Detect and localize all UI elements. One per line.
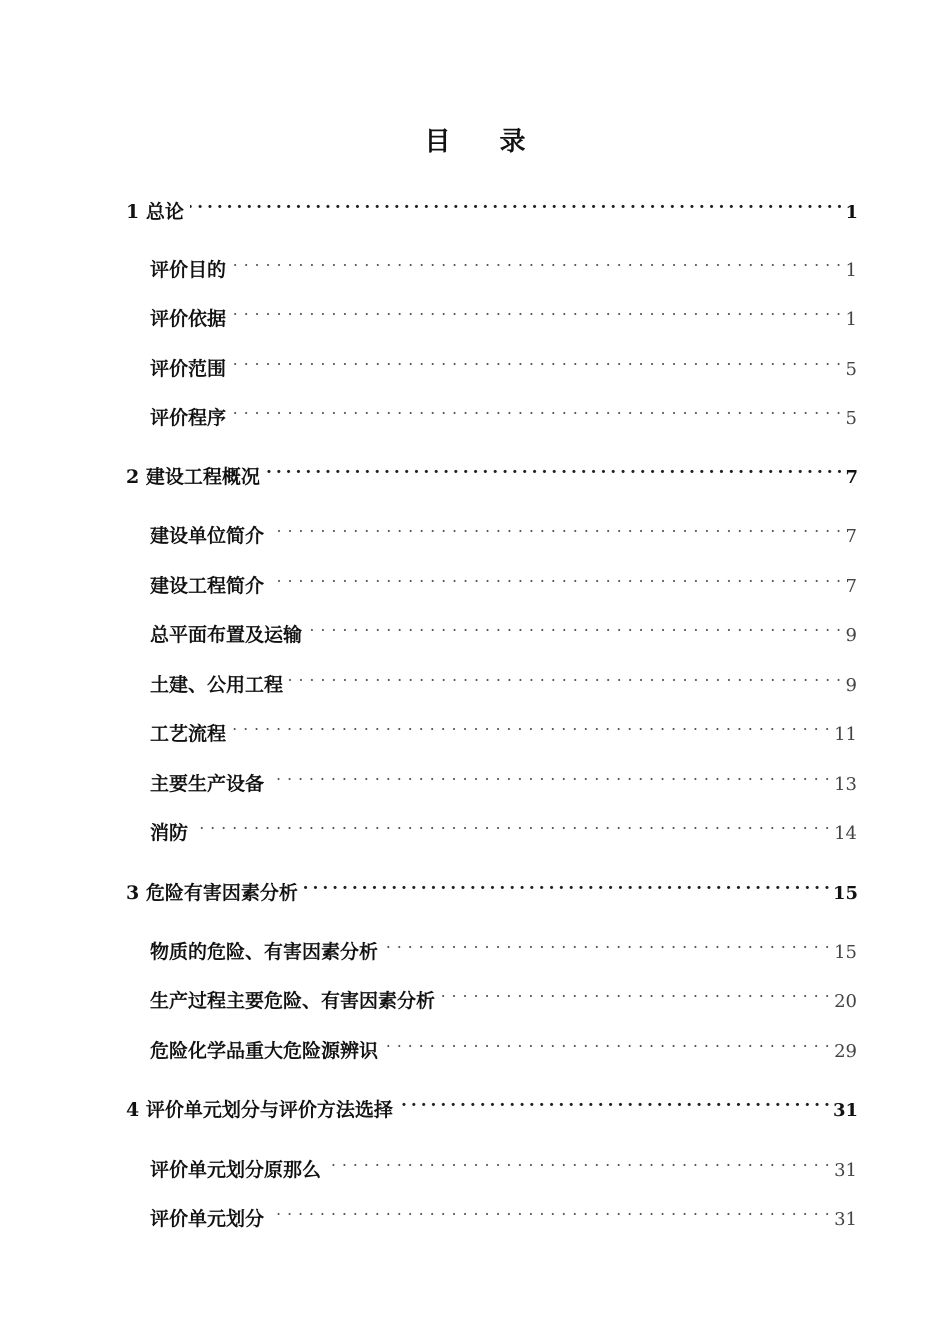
toc-entry-section[interactable] xyxy=(150,809,857,844)
toc-entry-chapter[interactable] xyxy=(126,1086,858,1121)
toc-entry-label: 评价范围 xyxy=(150,358,227,380)
toc-entry-chapter[interactable] xyxy=(126,869,858,904)
toc-entry-section[interactable] xyxy=(150,295,857,330)
toc-page-number: 11 xyxy=(834,724,857,745)
toc-entry-section[interactable] xyxy=(150,710,857,745)
toc-page-number: 31 xyxy=(834,1160,857,1181)
toc-page-number: 9 xyxy=(845,625,857,646)
toc-entry-chapter[interactable] xyxy=(126,188,858,223)
toc-entry-section[interactable] xyxy=(150,562,857,597)
toc-entry-label: 物质的危险、有害因素分析 xyxy=(150,941,379,963)
toc-entry-label: 评价目的 xyxy=(150,259,227,281)
toc-page-number: 15 xyxy=(832,883,858,904)
toc-page-number: 1 xyxy=(845,202,858,223)
dot-leader xyxy=(270,1195,830,1225)
toc-entry-section[interactable] xyxy=(150,345,857,380)
dot-leader xyxy=(194,809,830,839)
toc-entry-section[interactable] xyxy=(150,661,857,696)
toc-page-number: 31 xyxy=(832,1100,858,1121)
toc-page-number: 5 xyxy=(845,359,857,380)
dot-leader xyxy=(441,977,830,1007)
toc-entry-label: 土建、公用工程 xyxy=(150,674,284,696)
toc-entry-chapter[interactable] xyxy=(126,453,858,488)
toc-entry-section[interactable] xyxy=(150,1195,857,1230)
toc-page-number: 15 xyxy=(834,942,857,963)
dot-leader xyxy=(232,710,830,740)
toc-entry-section[interactable] xyxy=(150,512,857,547)
toc-title: 目 录 xyxy=(424,127,546,157)
toc-entry-label: 消防 xyxy=(150,822,189,844)
toc-page-number: 7 xyxy=(845,526,857,547)
toc-entry-label: 工艺流程 xyxy=(150,723,227,745)
toc-entry-label: 危险化学品重大危险源辨识 xyxy=(150,1040,379,1062)
dot-leader xyxy=(289,661,842,691)
toc-entry-label: 主要生产设备 xyxy=(150,773,265,795)
toc-page-number: 29 xyxy=(834,1041,857,1062)
toc-entry-section[interactable] xyxy=(150,611,857,646)
toc-entry-label: 3 危险有害因素分析 xyxy=(126,882,298,904)
toc-entry-section[interactable] xyxy=(150,1027,857,1062)
toc-page-number: 1 xyxy=(845,309,857,330)
dot-leader xyxy=(327,1146,830,1176)
dot-leader xyxy=(270,512,842,542)
dot-leader xyxy=(384,1027,830,1057)
dot-leader xyxy=(270,760,830,790)
dot-leader xyxy=(384,928,830,958)
toc-page-number: 31 xyxy=(834,1209,857,1230)
toc-page-number: 5 xyxy=(845,408,857,429)
toc-page-number: 20 xyxy=(834,991,857,1012)
toc-entry-label: 评价依据 xyxy=(150,308,227,330)
toc-entry-label: 建设工程简介 xyxy=(150,575,265,597)
toc-entry-section[interactable] xyxy=(150,977,857,1012)
dot-leader xyxy=(232,246,842,276)
toc-page-number: 13 xyxy=(834,774,857,795)
toc-entry-label: 生产过程主要危险、有害因素分析 xyxy=(150,990,436,1012)
toc-entry-section[interactable] xyxy=(150,760,857,795)
toc-entry-label: 评价单元划分原那么 xyxy=(150,1159,322,1181)
dot-leader xyxy=(232,345,842,375)
dot-leader xyxy=(232,394,842,424)
toc-entry-label: 评价单元划分 xyxy=(150,1208,265,1230)
toc-entry-label: 评价程序 xyxy=(150,407,227,429)
dot-leader xyxy=(270,562,842,592)
toc-page-number: 7 xyxy=(845,467,858,488)
dot-leader xyxy=(308,611,842,641)
toc-entry-label: 1 总论 xyxy=(126,201,184,223)
dot-leader xyxy=(399,1086,829,1116)
toc-entry-section[interactable] xyxy=(150,246,857,281)
toc-page-number: 1 xyxy=(845,260,857,281)
toc-page-number: 14 xyxy=(834,823,857,844)
toc-entry-label: 4 评价单元划分与评价方法选择 xyxy=(126,1099,393,1121)
toc-entry-label: 2 建设工程概况 xyxy=(126,466,260,488)
dot-leader xyxy=(304,869,829,899)
toc-entry-section[interactable] xyxy=(150,928,857,963)
toc-entry-label: 总平面布置及运输 xyxy=(150,624,303,646)
toc-entry-section[interactable] xyxy=(150,394,857,429)
toc-page-number: 7 xyxy=(845,576,857,597)
dot-leader xyxy=(266,453,842,483)
toc-entry-label: 建设单位简介 xyxy=(150,525,265,547)
dot-leader xyxy=(190,188,842,218)
dot-leader xyxy=(232,295,842,325)
toc-page-number: 9 xyxy=(845,675,857,696)
toc-entry-section[interactable] xyxy=(150,1146,857,1181)
